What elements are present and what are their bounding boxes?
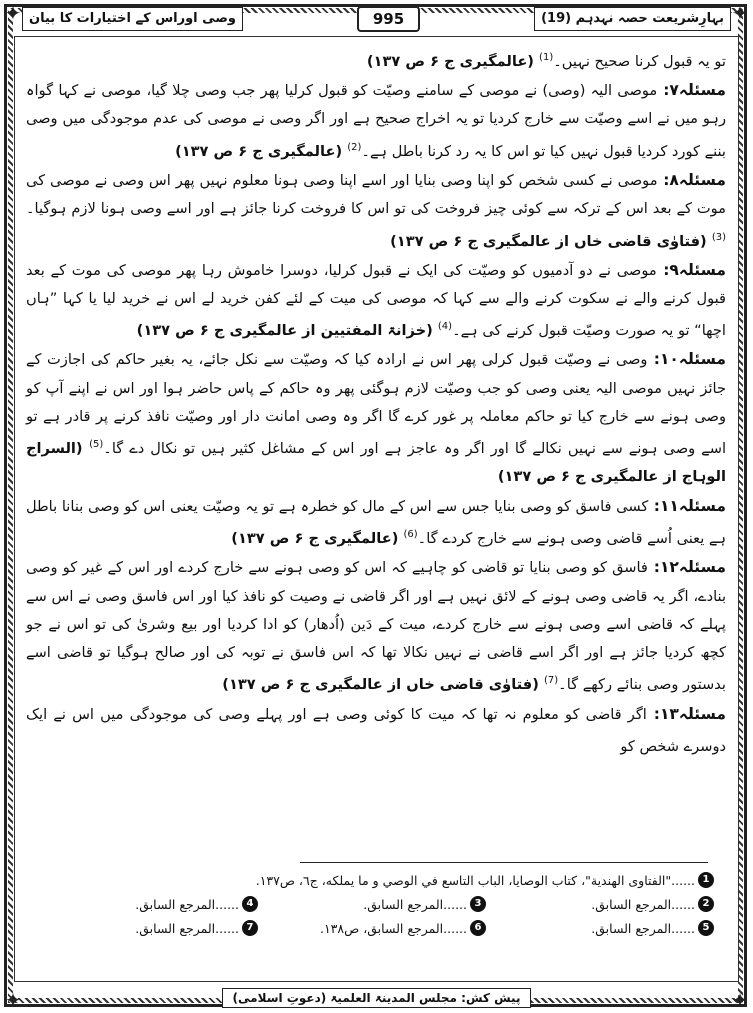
footnote-text: ......المرجع السابق.: [135, 896, 239, 912]
footnote-ref: (7): [543, 675, 559, 687]
paragraph-text: موصی الیہ (وصی) نے موصی کے سامنے وصیّت کو قبول کرلیا پھر جب وصی چلا گیا، موصی نے کہا گواہ رہو میں نے اسے وصیّت سے خارج کردیا تو یہ اخراج صحیح ہے اور اگر وصی نے موصی کی عدم موجودگی میں وصی بننے کورد کردیا قبول نہیں کیا تو اس کا یہ رد کرنا باطل ہے۔: [26, 82, 726, 160]
paragraph: [26, 166, 726, 256]
footnote-item: [30, 920, 258, 936]
paragraph-text: تو یہ قبول کرنا صحیح نہیں۔: [553, 52, 726, 70]
footnotes: [30, 868, 714, 940]
footnote-text: ......"الفتاوى الهندية"، كتاب الوصايا، الباب التاسع في الوصي و ما يملكه، ج٦، ص١٣٧.: [255, 872, 695, 888]
footnote-item: [258, 920, 486, 936]
chapter-title: وصی اوراس کے اختیارات کا بیان: [22, 7, 243, 31]
paragraph: [26, 700, 726, 761]
citation: (عالمگیری ج ۶ ص ۱۳۷): [231, 529, 404, 547]
masala-heading: مسئلہ۱۲:: [647, 558, 726, 577]
footnote-item: [486, 896, 714, 912]
masala-heading: مسئلہ۱۳:: [646, 704, 726, 723]
corner-ornament-icon: ✦: [4, 988, 22, 1012]
footnote-divider: [300, 862, 708, 863]
footnote-row: [30, 916, 714, 940]
masala-heading: مسئلہ۹:: [656, 260, 726, 279]
paragraph: [26, 492, 726, 553]
paragraph-text: موصی نے دو آدمیوں کو وصیّت کی ایک نے قبول کرلیا، دوسرا خاموش رہا پھر موصی کی موت کے بعد قبول کرنے والے نے سکوت کرنے والے سے کہا کہ موصی کی میت کے لئے کفن خرید لے اس نے خرید لیا یا کہا ”ہاں اچھا“ تو یہ صورت وصیّت قبول کرنے کی ہے۔: [26, 261, 726, 340]
footnote-ref: (3): [711, 231, 726, 243]
footnote-ref: (2): [347, 141, 362, 153]
footnote-item: [258, 896, 486, 912]
footnote-text: ......المرجع السابق.: [591, 896, 695, 912]
paragraph-text: اگر قاضی کو معلوم نہ تھا کہ میت کا کوئی وصی ہے اور پہلے وصی کی موجودگی میں اس نے ایک دوسرے شخص کو: [26, 705, 726, 755]
footnote-text: ......المرجع السابق.: [135, 920, 239, 936]
page-number: 995: [357, 6, 420, 32]
citation: (فتاوٰی قاضی خاں از عالمگیری ج ۶ ص ۱۳۷): [390, 232, 712, 250]
footnote-number: 5: [698, 920, 714, 936]
paragraph: [26, 553, 726, 699]
page-footer: [200, 988, 553, 1008]
citation: (عالمگیری ج ۶ ص ۱۳۷): [175, 142, 348, 160]
paragraph: [26, 44, 726, 76]
citation: (السراج الوہاج از عالمگیری ج ۶ ص ۱۳۷): [26, 440, 726, 486]
paragraph: [26, 76, 726, 166]
footnote-ref: (5): [89, 439, 104, 451]
book-title: بہارِشریعت حصہ نہدہم (19): [534, 7, 731, 31]
footnote-text: ......المرجع السابق.: [363, 896, 467, 912]
footnote-ref: (1): [539, 52, 554, 63]
footnote-text: ......المرجع السابق.: [591, 920, 695, 936]
footnote-item: [256, 872, 714, 888]
citation: (فتاوٰی قاضی خاں از عالمگیری ج ۶ ص ۱۳۷): [222, 676, 544, 694]
corner-ornament-icon: ✦: [731, 988, 749, 1012]
corner-ornament-icon: ✦: [4, 1, 22, 25]
paragraph-text: کسی فاسق کو وصی بنایا جس سے اس کے مال کو خطرہ ہے تو یہ وصیّت یعنی اس کو وصی بنانا باطل ہے یعنی اُسے قاضی وصی ہونے سے خارج کردے گا۔: [26, 497, 726, 547]
footnote-text: ......المرجع السابق، ص١٣٨.: [319, 920, 467, 936]
corner-ornament-icon: ✦: [731, 1, 749, 25]
paragraph-text: فاسق کو وصی بنایا تو قاضی کو چاہیے کہ اس کو وصی ہونے سے خارج کردے اور اس کے غیر کو وصی بنادے، اگر یہ قاضی وصی ہونے کے لائق نہیں ہے اور اگر قاضی نے وصیت کو نافذ کیا اور اس فاسق وصی نے اس سے پہلے کہ قاضی اسے وصی ہونے سے خارج کردے، میت کے دَین (اُدھار) کو ادا کردیا اور بیع وشریٰ کی تو اس نے جو کچھ کردیا جائز ہے اور اگر اسے قاضی نے نہیں نکالا تھا کہ اس فاسق نے توبہ کی اور صالح ہوگیا تو قاضی اسے بدستور وصی بنائے رکھے گا۔: [26, 559, 726, 694]
footnote-ref: (4): [437, 321, 453, 333]
citation: (خزانۃ المفتیین از عالمگیری ج ۶ ص ۱۳۷): [136, 322, 438, 340]
publisher-label: پیش کش: مجلس المدینۃ العلمیۃ (دعوتِ اسلامی): [222, 988, 532, 1008]
paragraph-text: وصی نے وصیّت قبول کرلی پھر اس نے ارادہ کیا کہ وصیّت سے نکل جائے، یہ بغیر حاکم کی اجازت کے جائز نہیں موصی الیہ یعنی وصی کو جب وصیّت لازم ہوگئی پھر وہ حاکم کے پاس حاضر ہوا اور اس نے اپنے آپ کو وصی ہونے سے خارج کیا تو حاکم معاملہ پر غور کرے گا اگر وہ وصی امانت دار اور وصیّت نافذ کرنے پر قادر ہے تو اسے وصی ہونے سے نہیں نکالے گا اور اگر وہ عاجز ہے اور اس کے مشاغل کثیر ہیں تو نکال دے گا۔: [26, 351, 726, 458]
page-header: [22, 6, 731, 32]
masala-heading: مسئلہ۱۱:: [648, 496, 726, 515]
paragraph-text: موصی نے کسی شخص کو اپنا وصی بنایا اور اسے اپنا وصی ہونا معلوم نہیں پھر اس وصی نے موصی کی موت کے بعد اس کے ترکہ سے کوئی چیز فروخت کی تو اس کا فروخت کرنا جائز ہے اور اسے وصی ہونا لازم ہوگیا۔: [26, 171, 726, 218]
paragraph: [26, 345, 726, 491]
footnote-row: [30, 892, 714, 916]
footnote-number: 6: [470, 920, 486, 936]
masala-heading: مسئلہ۷:: [657, 81, 726, 100]
footnote-number: 4: [242, 896, 258, 912]
footnote-number: 7: [242, 920, 258, 936]
footnote-item: [30, 896, 258, 912]
footnote-row: [30, 868, 714, 892]
citation: (عالمگیری ج ۶ ص ۱۳۷): [366, 52, 540, 70]
footnote-number: 2: [698, 896, 714, 912]
main-text: [26, 44, 726, 854]
paragraph: [26, 256, 726, 346]
masala-heading: مسئلہ۱۰:: [647, 350, 726, 369]
footnote-ref: (6): [403, 529, 418, 541]
masala-heading: مسئلہ۸:: [657, 170, 726, 189]
footnote-number: 1: [698, 872, 714, 888]
footnote-number: 3: [470, 896, 486, 912]
footnote-item: [486, 920, 714, 936]
